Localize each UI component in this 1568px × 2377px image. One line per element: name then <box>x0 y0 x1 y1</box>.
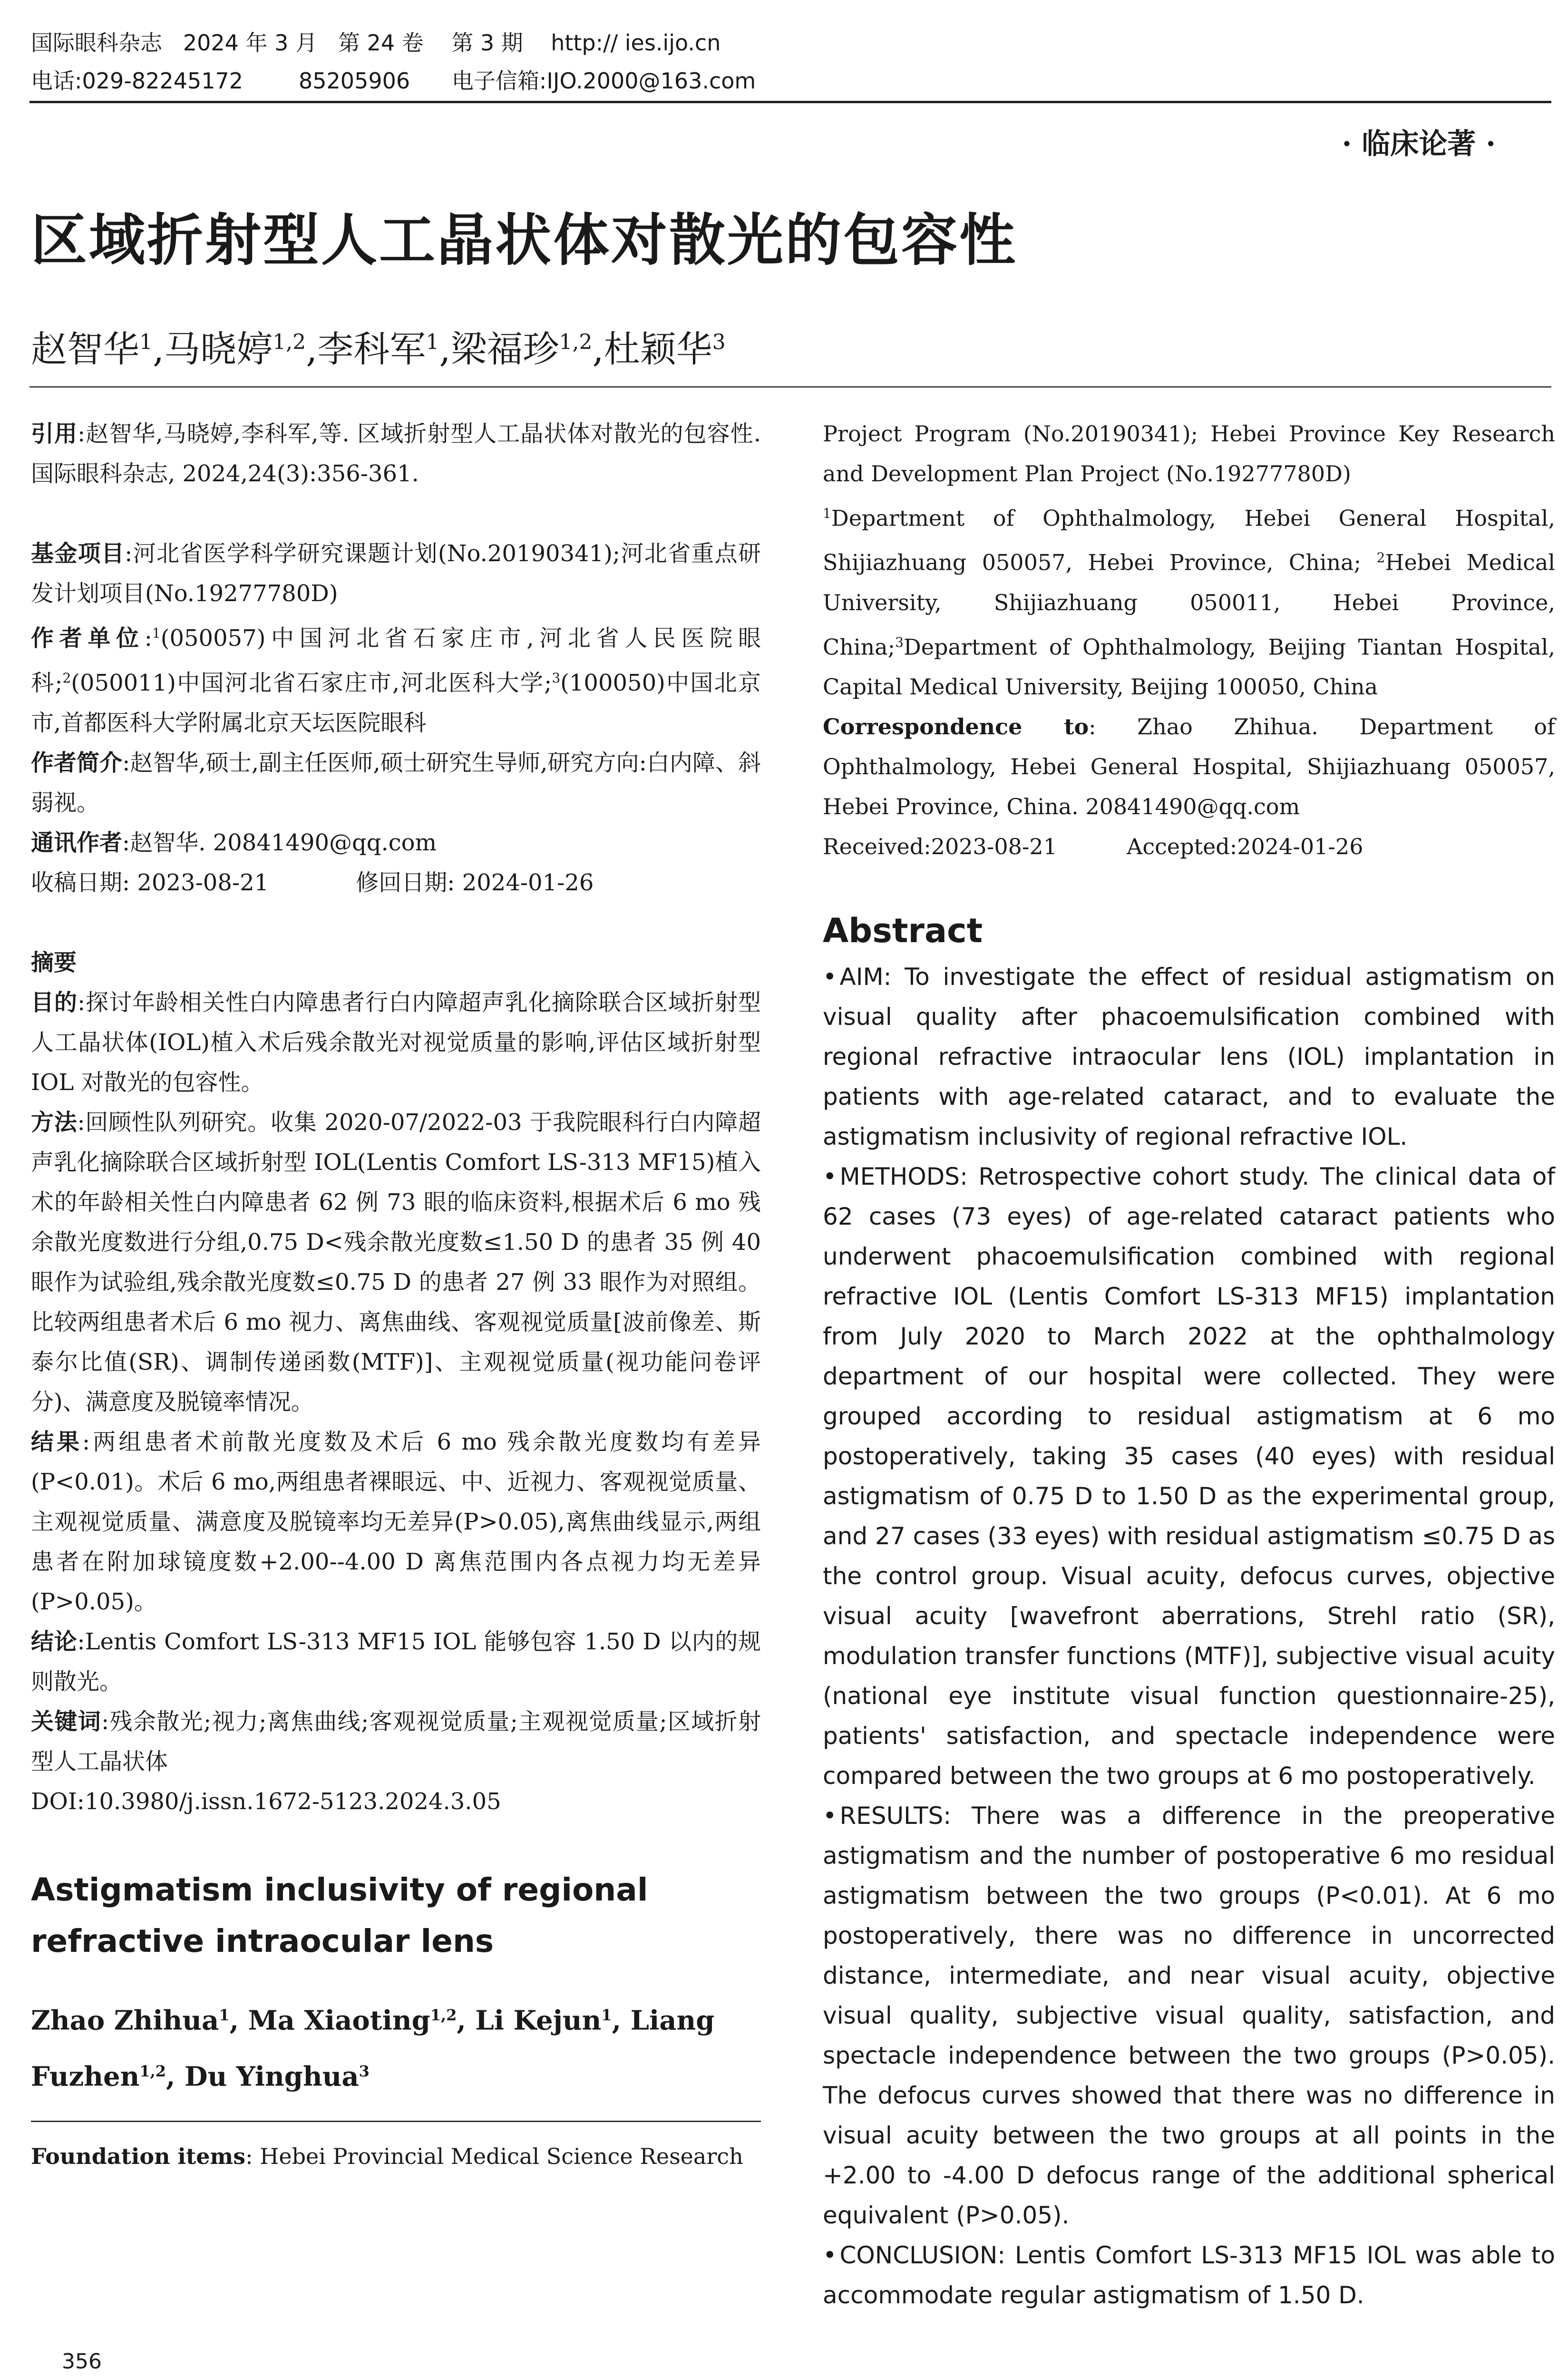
column-label: · 临床论著 · <box>1342 127 1496 161</box>
author-name: Du Yinghua <box>185 2061 359 2093</box>
header-rule <box>29 101 1551 103</box>
author-separator: , <box>166 2061 185 2093</box>
author-name: Zhao Zhihua <box>31 2005 219 2036</box>
results-label: 结果 <box>31 1429 83 1455</box>
author-bio <box>31 743 761 823</box>
author-name: 李科军 <box>317 328 426 370</box>
affiliation-1-en: Department of Ophthalmology, Hebei General Hospital, Shijiazhuang 050057, Hebei Province, China; <box>823 505 1555 575</box>
citation-label: 引用 <box>31 420 78 447</box>
page-number: 356 <box>62 2349 102 2374</box>
english-author-list <box>31 1990 761 2102</box>
methods-label: 方法 <box>31 1109 78 1136</box>
affiliation-mark: 2 <box>62 670 71 686</box>
author-affiliation-mark: 3 <box>712 330 726 354</box>
bullet-icon: • <box>823 963 837 991</box>
author-affiliation-mark: 1 <box>601 2006 612 2024</box>
author-name: Ma Xiaoting <box>248 2005 430 2036</box>
citation-text: :赵智华,马晓婷,李科军,等. 区域折射型人工晶状体对散光的包容性. 国际眼科杂志, 2024,24(3):356-361. <box>31 420 761 487</box>
author-separator: , <box>306 328 318 370</box>
affiliation-mark: 1 <box>823 506 831 521</box>
journal-header <box>31 24 1553 100</box>
received-date: 收稿日期: 2023-08-21 <box>31 869 269 896</box>
left-column <box>31 414 761 2176</box>
bullet-icon: • <box>823 2241 837 2269</box>
affiliation-3-en: Department of Ophthalmology, Beijing Tiantan Hospital, Capital Medical University, Beijing 100050, China <box>823 633 1555 700</box>
correspondence-label: Correspondence to <box>823 713 1089 740</box>
received-date-en: Received:2023-08-21 <box>823 833 1057 859</box>
affiliation-3: (100050)中国北京市,首都医科大学附属北京天坛医院眼科 <box>31 670 761 736</box>
foundation <box>31 534 761 614</box>
methods-text: :回顾性队列研究。收集 2020-07/2022-03 于我院眼科行白内障超声乳化摘除联合区域折射型 IOL(Lentis Comfort LS-313 MF15)植入术的年龄相关性白内障患者 62 例 73 眼的临床资料,根据术后 6 mo 残余散光度数进行分组,0.75 D<残余散光度数≤1.50 D 的患者 35 例 40 眼作为试验组,残余散光度数≤0.75 D 的患者 27 例 33 眼作为对照组。比较两组患者术后 6 mo 视力、离焦曲线、客观视觉质量[波前像差、斯泰尔比值(SR)、调制传递函数(MTF)]、主观视觉质量(视功能问卷评分)、满意度及脱镜率情况。 <box>31 1109 761 1415</box>
header-line-1: 国际眼科杂志 2024 年 3 月 第 24 卷 第 3 期 http:// ies.ijo.cn <box>31 30 721 56</box>
title-rule <box>29 386 1551 388</box>
foundation-text: :河北省医学科学研究课题计划(No.20190341);河北省重点研发计划项目(No.19277780D) <box>31 540 761 607</box>
author-affiliation-mark: 1,2 <box>273 330 306 354</box>
author-affiliation-mark: 1 <box>426 330 439 354</box>
conclusion-text: :Lentis Comfort LS-313 MF15 IOL 能够包容 1.50 D 以内的规则散光。 <box>31 1628 761 1695</box>
revised-date: 修回日期: 2024-01-26 <box>356 869 594 896</box>
right-column <box>823 414 1555 2315</box>
author-separator: , <box>153 328 165 370</box>
aim-zh <box>31 983 761 1102</box>
dates-en <box>823 827 1555 867</box>
foundation-en-continued: Project Program (No.20190341); Hebei Province Key Research and Development Plan Project (No.19277780D) <box>823 421 1555 487</box>
author-name: 马晓婷 <box>164 328 273 370</box>
author-name: 杜颖华 <box>604 328 712 370</box>
correspondence-text: : Zhao Zhihua. Department of Ophthalmology, Hebei General Hospital, Shijiazhuang 050057, Hebei Province, China. 20841490@qq.com <box>823 713 1555 819</box>
english-title: Astigmatism inclusivity of regional refractive intraocular lens <box>31 1871 648 1959</box>
bullet-icon: • <box>823 1162 837 1190</box>
author-affiliation-mark: 1,2 <box>559 330 593 354</box>
accepted-date-en: Accepted:2024-01-26 <box>1127 833 1363 859</box>
author-affiliation-mark: 1,2 <box>430 2006 457 2024</box>
author-separator: , <box>229 2005 248 2036</box>
article-title: 区域折射型人工晶状体对散光的包容性 <box>31 207 1018 273</box>
author-affiliation-mark: 1 <box>219 2006 230 2024</box>
affiliation-separator: : <box>144 625 152 652</box>
bio-text: :赵智华,硕士,副主任医师,硕士研究生导师,研究方向:白内障、斜弱视。 <box>31 750 761 816</box>
affiliation-label: 作者单位 <box>31 625 145 652</box>
bio-label: 作者简介 <box>31 750 123 776</box>
author-separator: , <box>457 2005 476 2036</box>
corr-text: :赵智华. 20841490@qq.com <box>122 829 437 856</box>
foundation-en-label: Foundation items <box>31 2143 246 2170</box>
author-separator: , <box>592 328 604 370</box>
methods-en: • METHODS: Retrospective cohort study. The clinical data of 62 cases (73 eyes) of age-related cataract patients who underwent phacoemulsification combined with regional refractive IOL (Lentis Comfort LS-313 MF15) implantation from July 2020 to March 2022 at the ophthalmology department of our hospital were collected. They were grouped according to residual astigmatism at 6 mo postoperatively, taking 35 cases (40 eyes) with residual astigmatism of 0.75 D to 1.50 D as the experimental group, and 27 cases (33 eyes) with residual astigmatism ≤0.75 D as the control group. Visual acuity, defocus curves, objective visual acuity [wavefront aberrations, Strehl ratio (SR), modulation transfer functions (MTF)], subjective visual acuity (national eye institute visual function questionnaire-25), patients' satisfaction, and spectacle independence were compared between the two groups at 6 mo postoperatively. <box>823 1162 1555 1790</box>
affiliations <box>31 614 761 743</box>
keywords-text: :残余散光;视力;离焦曲线;客观视觉质量;主观视觉质量;区域折射型人工晶状体 <box>31 1708 761 1775</box>
author-name: Liang Fuzhen <box>31 2005 715 2093</box>
affiliation-2-en: Hebei Medical University, Shijiazhuang 050011, Hebei Province, China; <box>823 549 1555 660</box>
aim-label: 目的 <box>31 989 78 1016</box>
author-separator: , <box>439 328 451 370</box>
results-en: • RESULTS: There was a difference in the preoperative astigmatism and the number of postoperative 6 mo residual astigmatism between the two groups (P<0.01). At 6 mo postoperatively, there was no difference in uncorrected distance, intermediate, and near visual acuity, objective visual quality, subjective visual quality, satisfaction, and spectacle independence between the two groups (P>0.05). The defocus curves showed that there was no difference in visual acuity between the two groups at all points in the +2.00 to -4.00 D defocus range of the additional spherical equivalent (P>0.05). <box>823 1802 1555 2229</box>
author-name: 梁福珍 <box>450 328 559 370</box>
conclusion-en: • CONCLUSION: Lentis Comfort LS-313 MF15 IOL was able to accommodate regular astigmatism of 1.50 D. <box>823 2241 1555 2309</box>
corr-label: 通讯作者 <box>31 829 123 856</box>
affiliations-en <box>823 494 1555 707</box>
corresponding-author <box>31 823 761 863</box>
abstract-title: Abstract <box>823 911 983 950</box>
foundation-en-text: : Hebei Provincial Medical Science Research <box>245 2143 743 2170</box>
affiliation-1: (050057)中国河北省石家庄市,河北省人民医院眼科; <box>31 625 761 696</box>
footnote-rule <box>31 2121 761 2122</box>
affiliation-mark: 3 <box>895 634 904 650</box>
foundation-label: 基金项目 <box>31 540 125 567</box>
citation <box>31 414 761 494</box>
affiliation-2: (050011)中国河北省石家庄市,河北医科大学; <box>71 670 552 696</box>
author-affiliation-mark: 3 <box>359 2062 370 2080</box>
abstract-heading-zh: 摘要 <box>31 949 77 976</box>
header-line-2: 电话:029-82245172 85205906 电子信箱:IJO.2000@163.com <box>31 68 756 94</box>
affiliation-mark: 3 <box>552 670 561 686</box>
results-text: :两组患者术前散光度数及术后 6 mo 残余散光度数均有差异(P<0.01)。术后 6 mo,两组患者裸眼远、中、近视力、客观视觉质量、主观视觉质量、满意度及脱镜率均无差异(P>0.05),离焦曲线显示,两组患者在附加球镜度数+2.00--4.00 D 离焦范围内各点视力均无差异(P>0.05)。 <box>31 1429 761 1615</box>
author-list <box>31 316 726 375</box>
dates <box>31 863 761 903</box>
author-name: 赵智华 <box>31 328 139 370</box>
aim-text: :探讨年龄相关性白内障患者行白内障超声乳化摘除联合区域折射型人工晶状体(IOL)植入术后残余散光对视觉质量的影响,评估区域折射型 IOL 对散光的包容性。 <box>31 989 761 1096</box>
aim-en: • AIM: To investigate the effect of residual astigmatism on visual quality after phacoemulsification combined with regional refractive intraocular lens (IOL) implantation in patients with age-related cataract, and to evaluate the astigmatism inclusivity of regional refractive IOL. <box>823 963 1555 1150</box>
conclusion-zh <box>31 1622 761 1702</box>
keywords <box>31 1702 761 1782</box>
methods-zh <box>31 1102 761 1422</box>
correspondence-en <box>823 707 1555 827</box>
results-zh <box>31 1422 761 1622</box>
conclusion-label: 结论 <box>31 1628 78 1655</box>
author-separator: , <box>612 2005 631 2036</box>
foundation-en <box>31 2136 761 2176</box>
author-affiliation-mark: 1,2 <box>139 2062 166 2080</box>
author-name: Li Kejun <box>475 2005 602 2036</box>
keywords-label: 关键词 <box>31 1708 102 1735</box>
affiliation-mark: 1 <box>152 625 161 641</box>
author-affiliation-mark: 1 <box>139 330 153 354</box>
affiliation-mark: 2 <box>1376 550 1385 566</box>
doi: DOI:10.3980/j.issn.1672-5123.2024.3.05 <box>31 1788 501 1815</box>
bullet-icon: • <box>823 1802 837 1830</box>
